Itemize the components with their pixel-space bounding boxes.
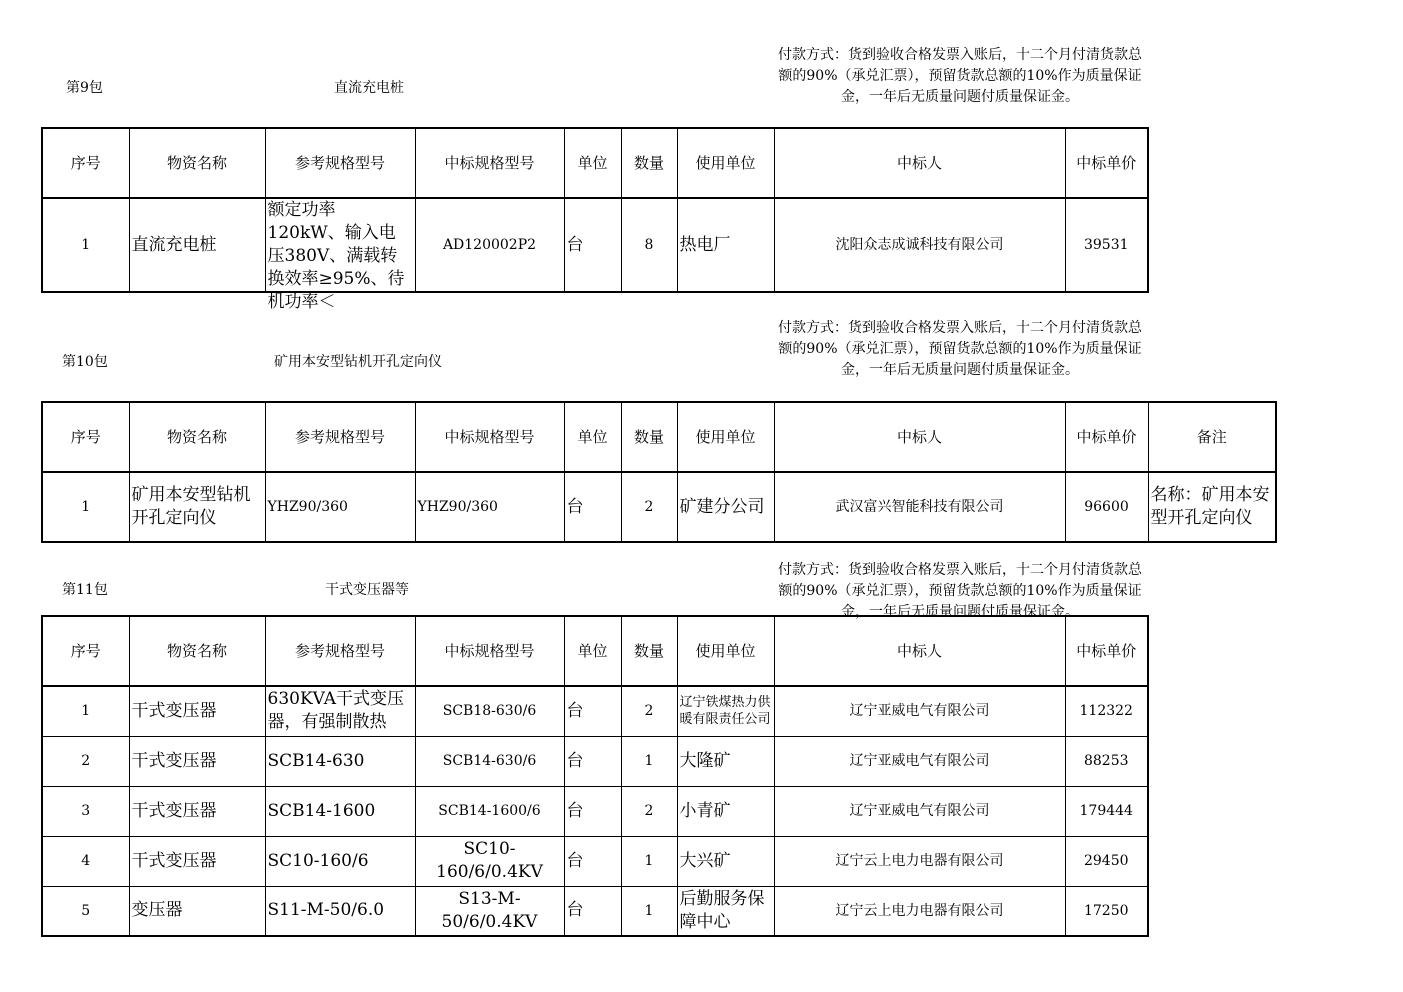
cell-seq: 5: [42, 886, 129, 936]
package-9-table: [41, 127, 1149, 312]
cell-name: 干式变压器: [129, 836, 265, 886]
cell-ref-spec: SCB14-630: [265, 736, 415, 786]
cell-ref-spec: YHZ90/360: [265, 472, 415, 542]
package-10-table: [41, 401, 1277, 543]
cell-bid-spec: SCB14-630/6: [415, 736, 564, 786]
header-qty: 数量: [621, 128, 677, 198]
header-name: 物资名称: [129, 128, 265, 198]
cell-user: 后勤服务保障中心: [677, 886, 774, 936]
header-seq: 序号: [42, 616, 129, 686]
cell-qty: 1: [621, 836, 677, 886]
cell-name: 变压器: [129, 886, 265, 936]
cell-ref-spec-text: 额定功率120kW、输入电压380V、满载转换效率≥95%、待机功率＜: [267, 200, 405, 312]
cell-user: 热电厂: [677, 198, 774, 292]
cell-ref-spec: [265, 686, 415, 736]
header-user: 使用单位: [677, 128, 774, 198]
header-name: 物资名称: [129, 402, 265, 472]
header-remark: 备注: [1148, 402, 1276, 472]
header-user: 使用单位: [677, 402, 774, 472]
header-ref-spec: 参考规格型号: [265, 402, 415, 472]
header-seq: 序号: [42, 128, 129, 198]
cell-qty: 2: [621, 472, 677, 542]
cell-price: 39531: [1065, 198, 1148, 292]
header-unit: 单位: [564, 128, 621, 198]
header-winner: 中标人: [774, 616, 1065, 686]
header-bid-spec: 中标规格型号: [415, 616, 564, 686]
table-row: [42, 836, 1148, 886]
header-bid-spec: 中标规格型号: [415, 128, 564, 198]
cell-price: 112322: [1065, 686, 1148, 736]
cell-qty: 2: [621, 786, 677, 836]
cell-user: 大隆矿: [677, 736, 774, 786]
cell-qty: 8: [621, 198, 677, 292]
cell-user-text: 辽宁铁煤热力供暖有限责任公司: [679, 695, 771, 728]
cell-qty: 2: [621, 686, 677, 736]
table-header-row: [42, 616, 1148, 686]
cell-price: 88253: [1065, 736, 1148, 786]
table-row: [42, 736, 1148, 786]
cell-price: 29450: [1065, 836, 1148, 886]
table-header-row: [42, 402, 1276, 472]
cell-user: 小青矿: [677, 786, 774, 836]
cell-winner: 辽宁亚威电气有限公司: [774, 736, 1065, 786]
cell-user: 大兴矿: [677, 836, 774, 886]
cell-qty: 1: [621, 886, 677, 936]
package-11-title: 干式变压器等: [325, 582, 409, 598]
cell-price: 179444: [1065, 786, 1148, 836]
cell-remark: [1148, 472, 1276, 542]
table-row: [42, 472, 1276, 542]
cell-name: 干式变压器: [129, 686, 265, 736]
package-10-payment-terms: 付款方式：货到验收合格发票入账后，十二个月付清货款总额的90%（承兑汇票），预留货款总额的10%作为质量保证金，一年后无质量问题付质量保证金。: [778, 320, 1142, 378]
cell-bid-spec: SCB14-1600/6: [415, 786, 564, 836]
package-10-label: 第10包: [62, 354, 108, 370]
cell-unit: 台: [564, 472, 621, 542]
cell-ref-spec: SC10-160/6: [265, 836, 415, 886]
cell-name: 矿用本安型钻机开孔定向仪: [129, 472, 265, 542]
header-winner: 中标人: [774, 402, 1065, 472]
header-ref-spec: 参考规格型号: [265, 616, 415, 686]
package-11-table: [41, 615, 1149, 937]
cell-user: [677, 686, 774, 736]
header-qty: 数量: [621, 616, 677, 686]
package-10-title: 矿用本安型钻机开孔定向仪: [274, 354, 442, 370]
cell-winner: 辽宁云上电力电器有限公司: [774, 886, 1065, 936]
cell-winner: 沈阳众志成诚科技有限公司: [774, 198, 1065, 292]
cell-ref-spec-text: 630KVA干式变压器，有强制散热: [267, 689, 405, 733]
cell-unit: 台: [564, 786, 621, 836]
cell-price: 96600: [1065, 472, 1148, 542]
cell-user: 矿建分公司: [677, 472, 774, 542]
header-ref-spec: 参考规格型号: [265, 128, 415, 198]
cell-ref-spec: SCB14-1600: [265, 786, 415, 836]
header-unit: 单位: [564, 616, 621, 686]
header-bid-spec: 中标规格型号: [415, 402, 564, 472]
package-9-title: 直流充电桩: [334, 80, 404, 96]
package-9-label: 第9包: [66, 80, 103, 96]
cell-name: 直流充电桩: [129, 198, 265, 292]
table-row: [42, 198, 1148, 292]
table-row: [42, 786, 1148, 836]
cell-bid-spec: YHZ90/360: [415, 472, 564, 542]
cell-ref-spec: S11-M-50/6.0: [265, 886, 415, 936]
cell-winner: 辽宁亚威电气有限公司: [774, 786, 1065, 836]
header-seq: 序号: [42, 402, 129, 472]
cell-ref-spec: [265, 198, 415, 312]
header-name: 物资名称: [129, 616, 265, 686]
package-9-payment-terms: 付款方式：货到验收合格发票入账后，十二个月付清货款总额的90%（承兑汇票），预留货款总额的10%作为质量保证金，一年后无质量问题付质量保证金。: [778, 47, 1142, 105]
header-winner: 中标人: [774, 128, 1065, 198]
cell-unit: 台: [564, 836, 621, 886]
header-price: 中标单价: [1065, 128, 1148, 198]
cell-seq: 1: [42, 198, 129, 292]
cell-seq: 4: [42, 836, 129, 886]
cell-winner: 辽宁亚威电气有限公司: [774, 686, 1065, 736]
header-price: 中标单价: [1065, 616, 1148, 686]
cell-name: 干式变压器: [129, 736, 265, 786]
cell-seq: 2: [42, 736, 129, 786]
header-price: 中标单价: [1065, 402, 1148, 472]
cell-qty: 1: [621, 736, 677, 786]
table-row: [42, 886, 1148, 936]
cell-seq: 1: [42, 686, 129, 736]
cell-remark-text: 名称：矿用本安型开孔定向仪: [1150, 485, 1270, 528]
table-header-row: [42, 128, 1148, 198]
cell-winner: 辽宁云上电力电器有限公司: [774, 836, 1065, 886]
cell-price: 17250: [1065, 886, 1148, 936]
cell-winner: 武汉富兴智能科技有限公司: [774, 472, 1065, 542]
package-11-payment-terms: 付款方式：货到验收合格发票入账后，十二个月付清货款总额的90%（承兑汇票），预留货款总额的10%作为质量保证金，一年后无质量问题付质量保证金。: [778, 562, 1142, 620]
cell-bid-spec: SC10-160/6/0.4KV: [415, 836, 564, 886]
cell-bid-spec: AD120002P2: [415, 198, 564, 292]
table-row: [42, 686, 1148, 736]
cell-bid-spec: S13-M-50/6/0.4KV: [415, 886, 564, 936]
header-unit: 单位: [564, 402, 621, 472]
cell-seq: 1: [42, 472, 129, 542]
cell-unit: 台: [564, 198, 621, 292]
header-user: 使用单位: [677, 616, 774, 686]
cell-bid-spec: SCB18-630/6: [415, 686, 564, 736]
header-qty: 数量: [621, 402, 677, 472]
cell-unit: 台: [564, 886, 621, 936]
package-11-label: 第11包: [62, 582, 108, 598]
cell-seq: 3: [42, 786, 129, 836]
cell-unit: 台: [564, 686, 621, 736]
cell-name: 干式变压器: [129, 786, 265, 836]
cell-unit: 台: [564, 736, 621, 786]
